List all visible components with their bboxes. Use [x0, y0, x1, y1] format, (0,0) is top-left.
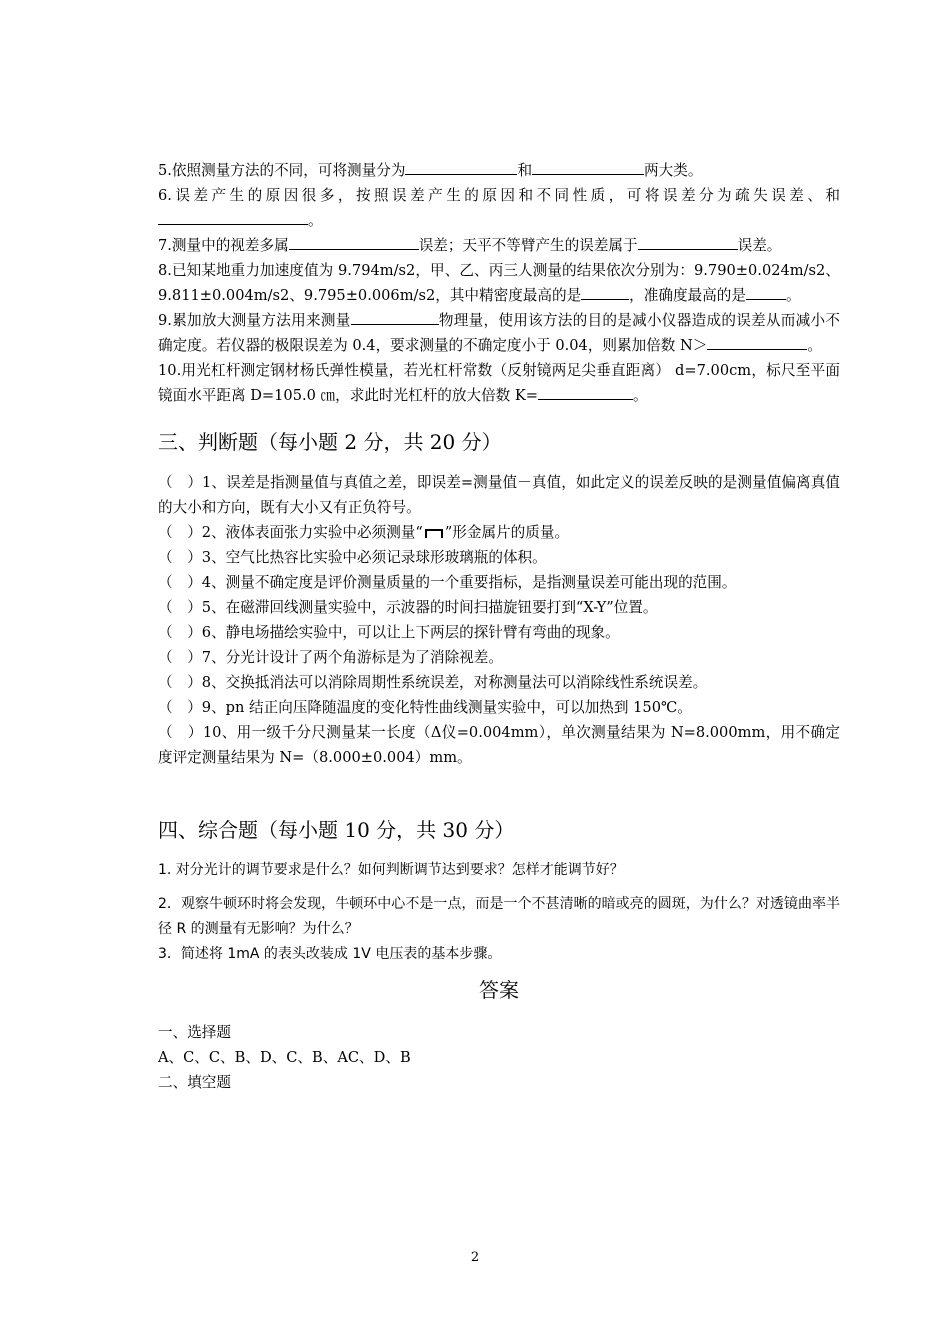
judge-item: （ ）2、液体表面张力实验中必须测量“ ”形金属片的质量。	[158, 524, 570, 541]
answer-blank	[532, 158, 644, 175]
judge-item: （ ）1、误差是指测量值与真值之差，即误差=测量值－真值，如此定义的误差反映的是测量值偏离真值的大小和方向，既有大小又有正负符号。	[158, 474, 840, 516]
fill-question-7: 7.测量中的视差多属 误差；天平不等臂产生的误差属于 误差。	[158, 233, 840, 258]
answer-blank	[158, 208, 308, 225]
answer-line: 一、选择题	[158, 1024, 231, 1041]
answer-blank	[707, 333, 807, 350]
answer-section	[158, 1020, 840, 1095]
bracket-shape-icon	[425, 529, 443, 538]
synthesis-list	[158, 858, 840, 967]
answer-blank	[289, 233, 419, 250]
judge-item: （ ）8、交换抵消法可以消除周期性系统误差，对称测量法可以消除线性系统误差。	[158, 674, 708, 691]
answer-blank	[581, 283, 629, 300]
synthesis-item: 3．简述将 1mA 的表头改装成 1V 电压表的基本步骤。	[158, 946, 502, 962]
judge-item: （ ）9、pn 结正向压降随温度的变化特性曲线测量实验中，可以加热到 150℃。	[158, 699, 692, 716]
judge-list	[158, 470, 840, 770]
judge-item: （ ）10、用一级千分尺测量某一长度（Δ仪=0.004mm），单次测量结果为 N=8.000mm，用不确定度评定测量结果为 N=（8.000±0.004）mm。	[158, 724, 840, 766]
fill-question-5: 5.依照测量方法的不同，可将测量分为 和 两大类。	[158, 158, 840, 183]
judge-item: （ ）4、测量不确定度是评价测量质量的一个重要指标，是指测量误差可能出现的范围。	[158, 574, 737, 591]
section-title-synthesis: 四、综合题（每小题 10 分，共 30 分）	[158, 818, 515, 842]
content-body	[158, 158, 840, 1095]
judge-item: （ ）5、在磁滞回线测量实验中，示波器的时间扫描旋钮要打到“X-Y”位置。	[158, 599, 658, 616]
fill-question-9: 9.累加放大测量方法用来测量 物理量，使用该方法的目的是减小仪器造成的误差从而减小不确定度。若仪器的极限误差为 0.4，要求测量的不确定度小于 0.04，则累加倍数 N＞ 。	[158, 308, 840, 358]
fill-question-10: 10.用光杠杆测定钢材杨氏弹性模量，若光杠杆常数（反射镜两足尖垂直距离） d=7.00cm，标尺至平面镜面水平距离 D=105.0 ㎝，求此时光杠杆的放大倍数 K= 。	[158, 362, 840, 404]
page-number: 2	[470, 1250, 480, 1265]
answer-line: A、C、C、B、D、C、B、AC、D、B	[158, 1049, 411, 1066]
judge-item: （ ）7、分光计设计了两个角游标是为了消除视差。	[158, 649, 503, 666]
answer-blank	[538, 383, 633, 400]
answer-blank	[638, 233, 738, 250]
answer-line: 二、填空题	[158, 1074, 231, 1091]
fill-question-8: 8.已知某地重力加速度值为 9.794m/s2，甲、乙、丙三人测量的结果依次分别为：9.790±0.024m/s2、9.811±0.004m/s2、9.795±0.006m/s2，其中精密度最高的是 ，准确度最高的是 。	[158, 262, 840, 304]
answer-blank	[351, 308, 439, 325]
answer-title: 答案	[479, 978, 519, 1002]
synthesis-item: 1. 对分光计的调节要求是什么？如何判断调节达到要求？怎样才能调节好？	[158, 862, 624, 878]
judge-item: （ ）6、静电场描绘实验中，可以让上下两层的探针臂有弯曲的现象。	[158, 624, 620, 641]
answer-blank	[405, 158, 517, 175]
answer-blank	[746, 283, 786, 300]
section-title-judge: 三、判断题（每小题 2 分，共 20 分）	[158, 430, 502, 454]
synthesis-item: 2．观察牛顿环时将会发现，牛顿环中心不是一点，而是一个不甚清晰的暗或亮的圆斑，为什么？对透镜曲率半径 R 的测量有无影响？为什么？	[158, 896, 840, 937]
judge-item: （ ）3、空气比热容比实验中必须记录球形玻璃瓶的体积。	[158, 549, 547, 566]
fill-question-6: 6.误差产生的原因很多，按照误差产生的原因和不同性质，可将误差分为疏失误差、和。	[158, 187, 840, 229]
